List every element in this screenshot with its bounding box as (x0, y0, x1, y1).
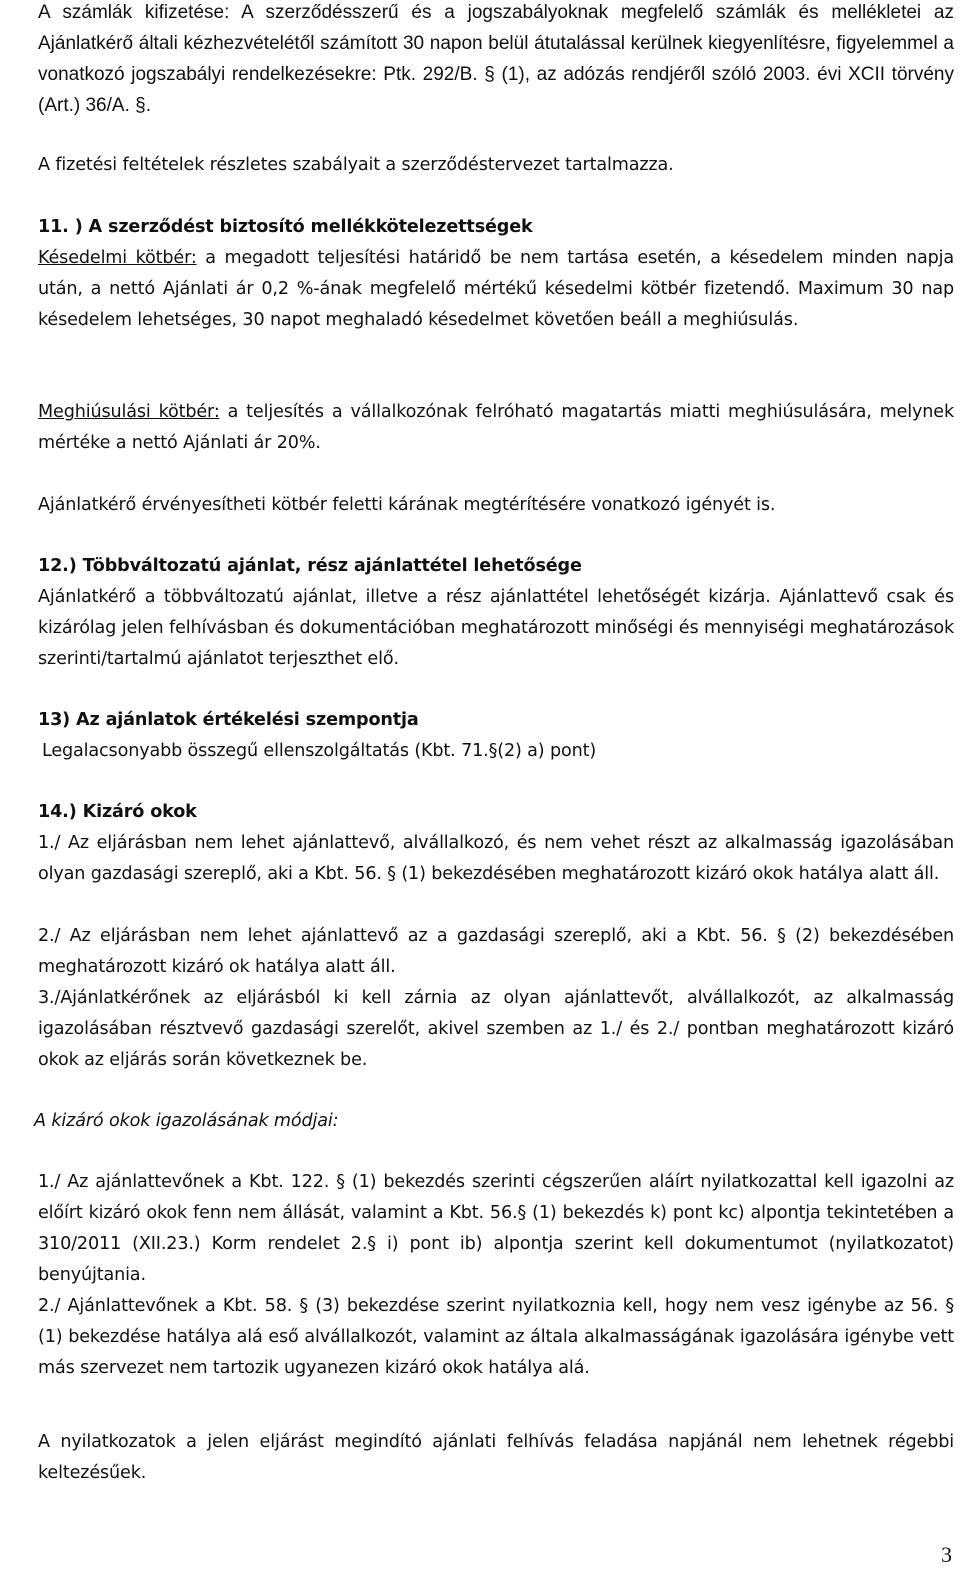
section-12-heading: 12.) Többváltozatú ajánlat, rész ajánlattétel lehetősége (38, 556, 582, 576)
late-penalty-label: Késedelmi kötbér: (38, 248, 197, 268)
failure-penalty-paragraph (38, 397, 954, 459)
payment-paragraph: A számlák kifizetése: A szerződésszerű és a jogszabályoknak megfelelő számlák és mellékletei az Ajánlatkérő általi kézhezvételétől számított 30 napon belül átutalással kerülnek kiegyenlítésre, figyelemmel a vonatkozó jogszabályi rendelkezésekre: Ptk. 292/B. § (1), az adózás rendjéről szóló 2003. évi XCII törvény (Art.) 36/A. §. (38, 2, 954, 116)
page-number: 3 (941, 1542, 952, 1567)
section-13-text: Legalacsonyabb összegű ellenszolgáltatás (Kbt. 71.§(2) a) pont) (42, 741, 597, 761)
section-13-heading: 13) Az ajánlatok értékelési szempontja (38, 710, 419, 730)
section-14-heading: 14.) Kizáró okok (38, 802, 197, 822)
exclusion-item-2: 2./ Az eljárásban nem lehet ajánlattevő az a gazdasági szereplő, aki a Kbt. 56. § (2) bekezdésében meghatározott kizáró ok hatálya alatt áll. (38, 926, 954, 977)
damages-paragraph: Ajánlatkérő érvényesítheti kötbér feletti kárának megtérítésére vonatkozó igényét is. (38, 495, 776, 515)
exclusion-item-3: 3./Ajánlatkérőnek az eljárásból ki kell zárnia az olyan ajánlattevőt, alvállalkozót, az alkalmasság igazolásában résztvevő gazdasági szerelőt, akivel szemben az 1./ és 2./ pontban meghatározott kizáró okok az eljárás során következnek be. (38, 988, 954, 1070)
failure-penalty-text: a teljesítés a vállalkozónak felróható magatartás miatti meghiúsulására, melynek mértéke a nettó Ajánlati ár 20%. (38, 402, 954, 453)
late-penalty-text: a megadott teljesítési határidő be nem tartása esetén, a késedelem minden napja után, a nettó Ajánlati ár 0,2 %-ának megfelelő mértékű késedelmi kötbér fizetendő. Maximum 30 nap késedelem lehetséges, 30 napot meghaladó késedelmet követően beáll a meghiúsulás. (38, 248, 954, 330)
failure-penalty-label: Meghiúsulási kötbér: (38, 402, 220, 422)
proof-heading: A kizáró okok igazolásának módjai: (34, 1111, 339, 1131)
proof-item-2: 2./ Ajánlattevőnek a Kbt. 58. § (3) bekezdése szerint nyilatkoznia kell, hogy nem vesz igénybe az 56. § (1) bekezdése hatálya alá eső alvállalkozót, valamint az általa alkalmasságának igazolására igénybe vett más szervezet nem tartozik ugyanezen kizáró okok hatálya alá. (38, 1296, 954, 1378)
declaration-date-paragraph: A nyilatkozatok a jelen eljárást megindító ajánlati felhívás feladása napjánál nem lehetnek régebbi keltezésűek. (38, 1432, 954, 1483)
exclusion-item-1: 1./ Az eljárásban nem lehet ajánlattevő, alvállalkozó, és nem vehet részt az alkalmasság igazolásában olyan gazdasági szereplő, aki a Kbt. 56. § (1) bekezdésében meghatározott kizáró okok hatálya alatt áll. (38, 833, 954, 884)
payment-terms-paragraph: A fizetési feltételek részletes szabályait a szerződéstervezet tartalmazza. (38, 155, 674, 175)
proof-item-1: 1./ Az ajánlattevőnek a Kbt. 122. § (1) bekezdés szerinti cégszerűen aláírt nyilatkozattal kell igazolni az előírt kizáró okok fenn nem állását, valamint a Kbt. 56.§ (1) bekezdés k) pont kc) alpontja tekintetében a 310/2011 (XII.23.) Korm rendelet 2.§ i) pont ib) alpontja szerint kell dokumentumot (nyilatkozatot) benyújtania. (38, 1172, 954, 1285)
late-penalty-paragraph (38, 243, 954, 336)
section-11-heading: 11. ) A szerződést biztosító mellékkötelezettségek (38, 217, 533, 237)
section-12-text: Ajánlatkérő a többváltozatú ajánlat, illetve a rész ajánlattétel lehetőségét kizárja. Ajánlattevő csak és kizárólag jelen felhívásban és dokumentációban meghatározott minőségi és mennyiségi meghatározások szerinti/tartalmú ajánlatot terjeszthet elő. (38, 587, 954, 669)
